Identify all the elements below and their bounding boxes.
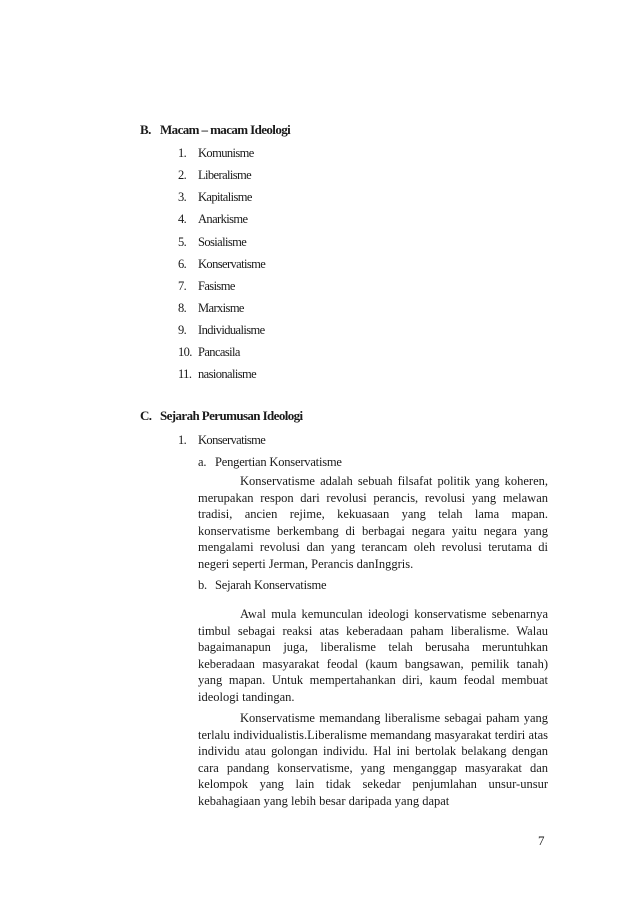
list-label: Konservatisme <box>198 433 266 447</box>
list-label: Liberalisme <box>198 168 252 182</box>
history-list-item <box>178 433 265 448</box>
sub-number: b. <box>198 578 207 592</box>
list-label: Anarkisme <box>198 212 248 226</box>
page-number: 7 <box>538 833 545 848</box>
section-c-letter: C. <box>140 408 152 423</box>
list-number: 9. <box>178 323 187 337</box>
section-c-title: Sejarah Perumusan Ideologi <box>160 408 303 423</box>
sub-label: Sejarah Konservatisme <box>215 578 327 592</box>
sub-number: a. <box>198 455 207 469</box>
ideology-list-item <box>178 345 240 360</box>
section-b-heading <box>140 122 290 138</box>
list-number: 5. <box>178 235 187 249</box>
list-number: 8. <box>178 301 187 315</box>
section-b-title: Macam – macam Ideologi <box>160 122 291 137</box>
list-number: 3. <box>178 190 187 204</box>
list-label: Pancasila <box>198 345 240 359</box>
list-label: Konservatisme <box>198 257 266 271</box>
list-number: 11. <box>178 367 192 381</box>
list-number: 1. <box>178 433 187 447</box>
ideology-list-item <box>178 146 254 161</box>
paragraph-pengertian: Konservatisme adalah sebuah filsafat politik yang koheren, merupakan respon dari revolusi perancis, revolusi yang melawan tradisi, ancien rejime, kekuasaan yang telah lama mapan. konservatisme berkembang di berbagai negara yaitu negara yang mengalami revolusi dan yang terancam oleh revolusi terutama di negeri seperti Jerman, Perancis danInggris. <box>198 474 548 571</box>
paragraph-sejarah-2: Konservatisme memandang liberalisme sebagai paham yang terlalu individualistis.Liberalisme memandang masyarakat terdiri atas individu atau golongan individu. Hal ini bertolak belakang dengan cara pandang konservatisme, yang menganggap masyarakat dan kelompok yang lain tidak sekedar penjumlahan unsur-unsur kebahagiaan yang lebih besar daripada yang dapat <box>198 711 548 808</box>
ideology-list-item <box>178 301 244 316</box>
list-label: Kapitalisme <box>198 190 252 204</box>
ideology-list-item <box>178 367 256 382</box>
subheading-pengertian <box>198 455 342 470</box>
subheading-sejarah <box>198 578 326 593</box>
ideology-list-item <box>178 257 265 272</box>
section-c-heading <box>140 408 303 424</box>
list-label: Individualisme <box>198 323 265 337</box>
ideology-list-item <box>178 212 247 227</box>
list-number: 7. <box>178 279 187 293</box>
list-number: 4. <box>178 212 187 226</box>
section-b-letter: B. <box>140 122 151 137</box>
ideology-list-item <box>178 279 235 294</box>
list-label: Marxisme <box>198 301 244 315</box>
ideology-list-item <box>178 323 265 338</box>
list-number: 2. <box>178 168 187 182</box>
ideology-list-item <box>178 235 246 250</box>
ideology-list-item <box>178 190 252 205</box>
sub-label: Pengertian Konservatisme <box>215 455 342 469</box>
list-number: 1. <box>178 146 187 160</box>
list-number: 10. <box>178 345 192 359</box>
list-label: Komunisme <box>198 146 254 160</box>
list-number: 6. <box>178 257 187 271</box>
list-label: Fasisme <box>198 279 235 293</box>
ideology-list-item <box>178 168 251 183</box>
list-label: nasionalisme <box>198 367 257 381</box>
paragraph-sejarah-1: Awal mula kemunculan ideologi konservatisme sebenarnya timbul sebagai reaksi atas keberadaan paham liberalisme. Walau bagaimanapun juga, liberalisme telah berusaha meruntuhkan keberadaan masyarakat feodal (kaum bangsawan, pemilik tanah) yang mapan. Untuk mempertahankan diri, kaum feodal membuat ideologi tandingan. <box>198 607 548 704</box>
list-label: Sosialisme <box>198 235 247 249</box>
